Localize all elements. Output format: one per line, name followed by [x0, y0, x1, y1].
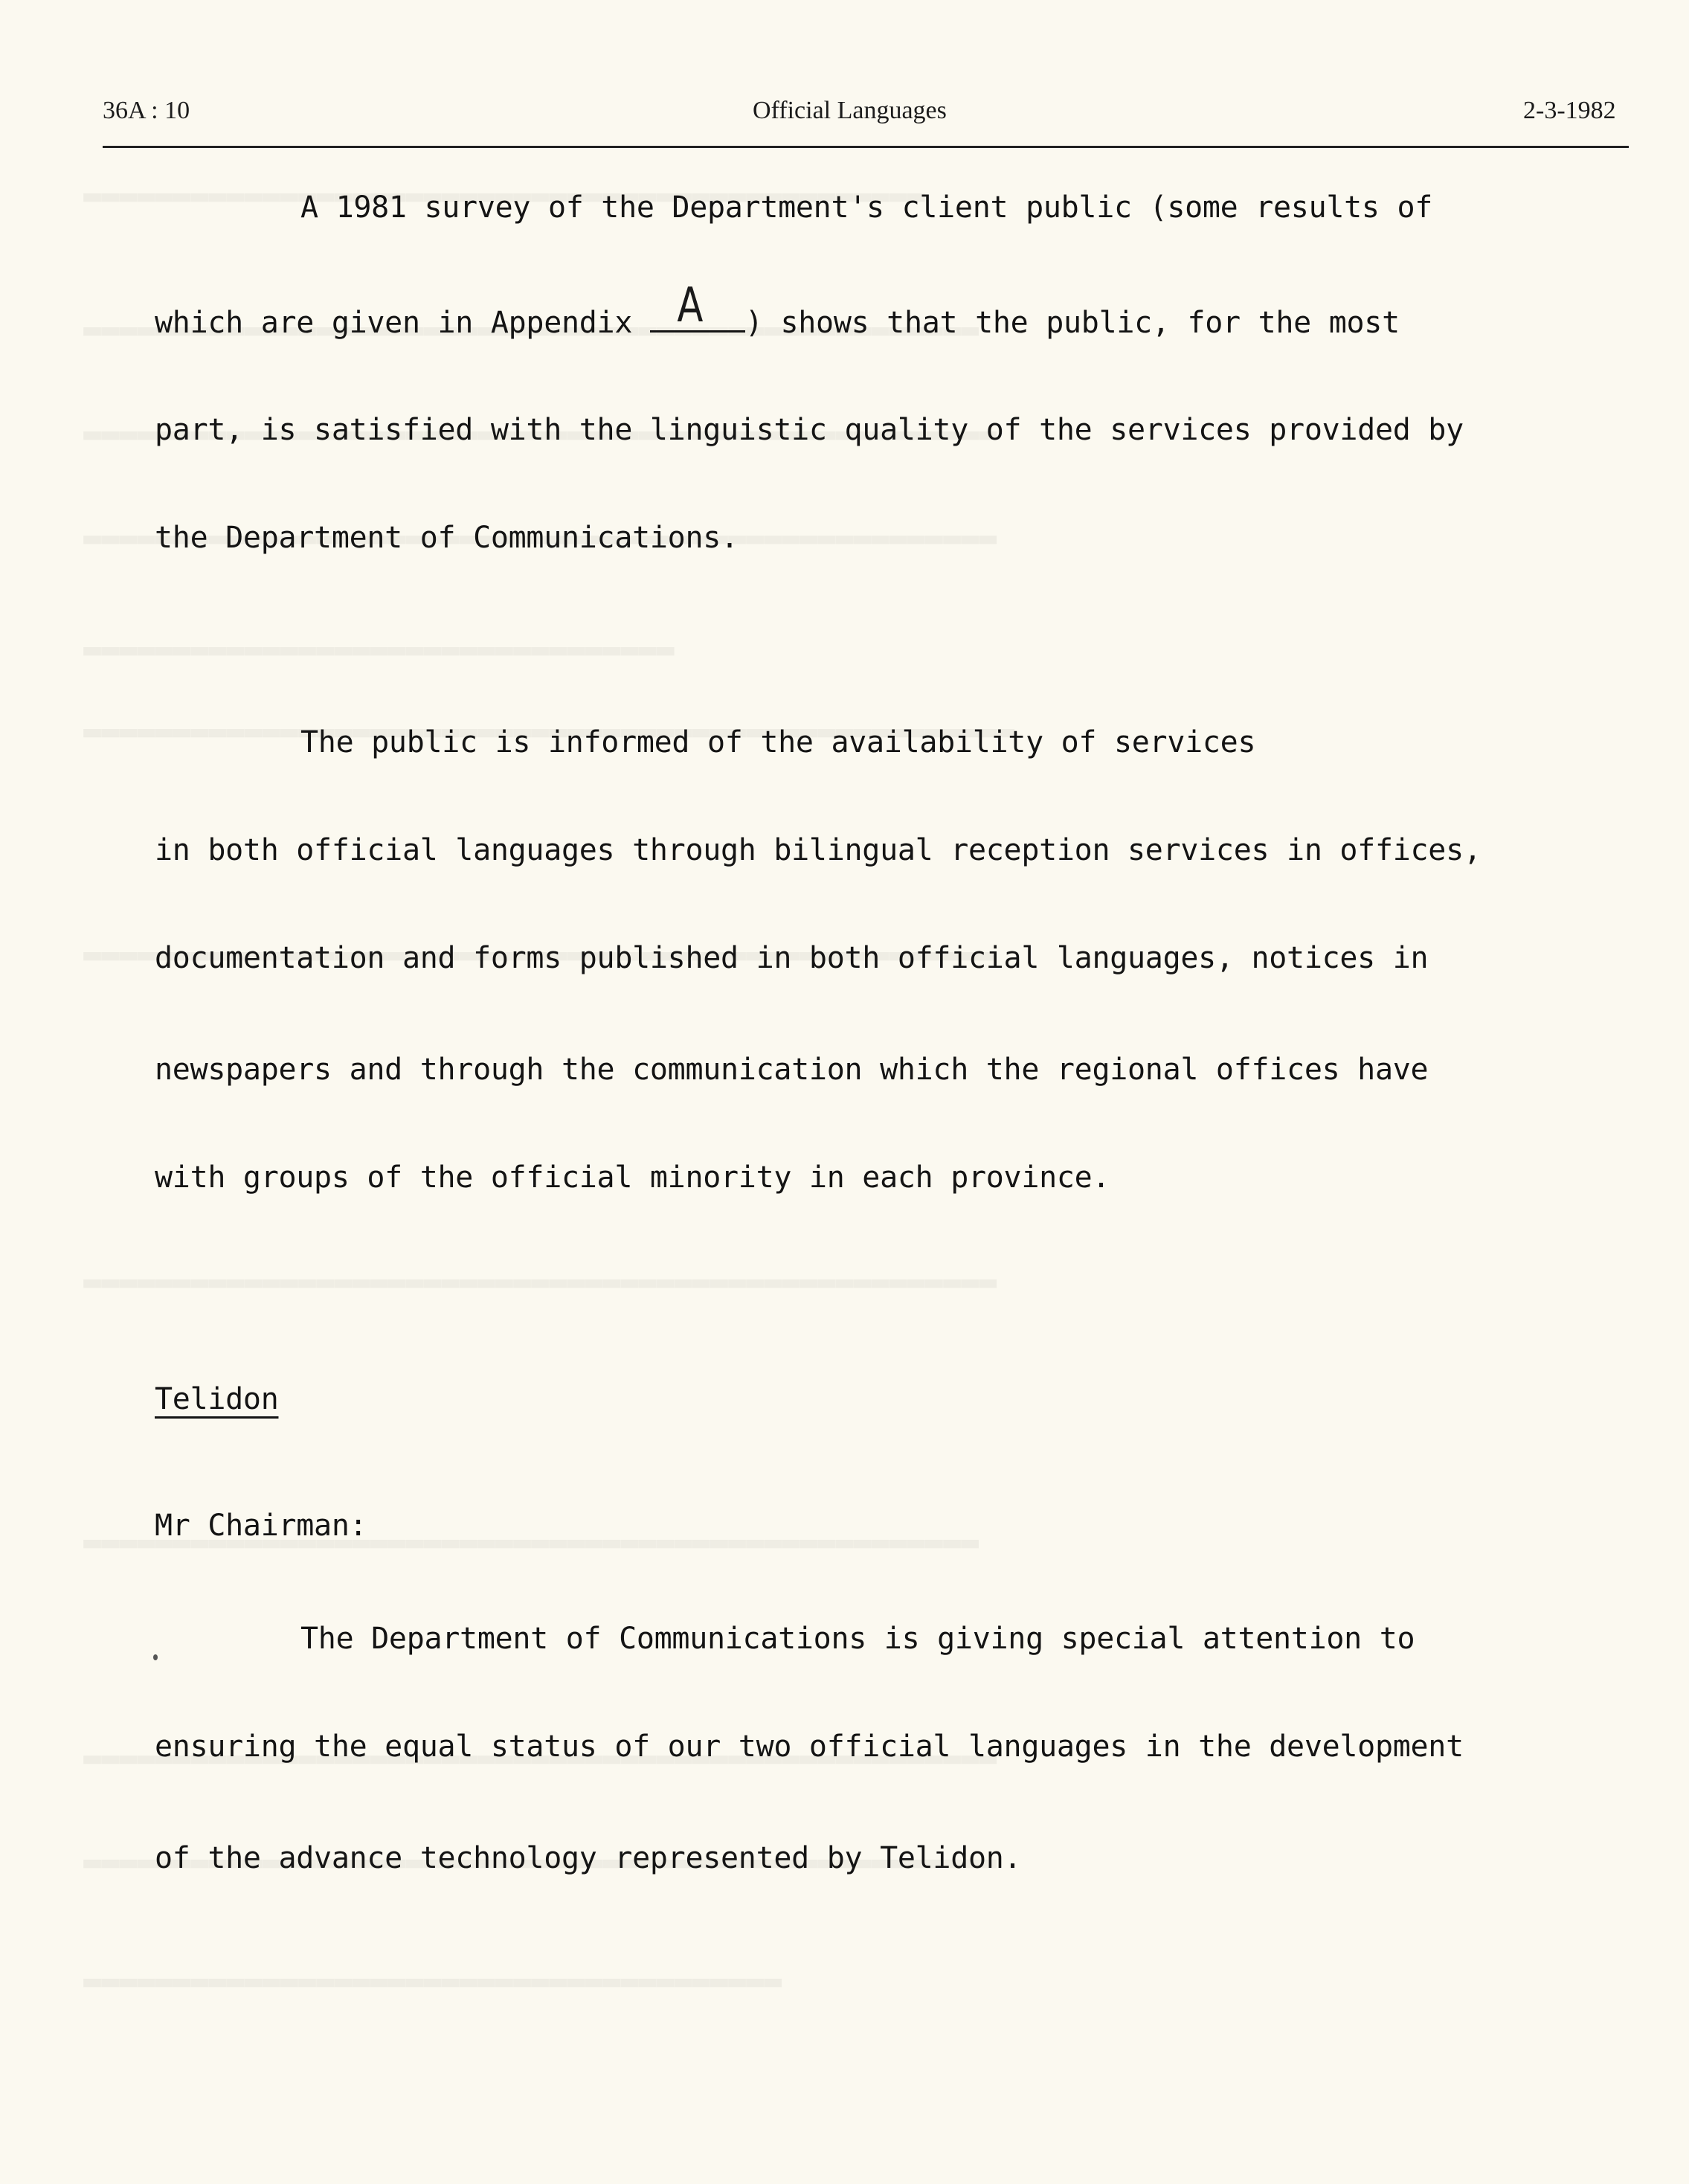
survey-line-2 — [155, 278, 1400, 340]
salutation: Mr Chairman: — [155, 1509, 367, 1543]
bleed-through — [83, 632, 675, 667]
informed-line-4: newspapers and through the communication which the regional offices have — [155, 1053, 1429, 1087]
informed-line-2: in both official languages through bilingual reception services in offices, — [155, 833, 1482, 867]
survey-line-2-start: which are given in Appendix — [155, 306, 633, 340]
survey-line-4: the Department of Communications. — [155, 521, 739, 555]
stray-mark — [153, 1654, 158, 1660]
page-date: 2-3-1982 — [1523, 97, 1616, 124]
bleed-through — [83, 1265, 997, 1299]
survey-line-2-end: ) shows that the public, for the most — [744, 306, 1400, 340]
survey-line-3: part, is satisfied with the linguistic quality of the services provided by — [155, 413, 1464, 447]
informed-line-1: The public is informed of the availability of services — [300, 725, 1256, 759]
bleed-through — [83, 1964, 782, 1998]
appendix-blank — [650, 278, 745, 333]
informed-line-5: with groups of the official minority in each province. — [155, 1160, 1110, 1195]
telidon-line-1: The Department of Communications is giving special attention to — [300, 1622, 1415, 1656]
section-heading-telidon: Telidon — [155, 1382, 279, 1416]
running-title: Official Languages — [753, 97, 947, 124]
informed-line-3: documentation and forms published in both official languages, notices in — [155, 941, 1429, 975]
telidon-line-2: ensuring the equal status of our two official languages in the development — [155, 1729, 1464, 1764]
header-rule — [103, 146, 1629, 148]
survey-line-1: A 1981 survey of the Department's client public (some results of — [300, 190, 1433, 225]
telidon-line-3: of the advance technology represented by Telidon. — [155, 1841, 1022, 1875]
appendix-handwritten-mark: A — [677, 278, 704, 333]
page-number: 36A : 10 — [103, 97, 190, 124]
